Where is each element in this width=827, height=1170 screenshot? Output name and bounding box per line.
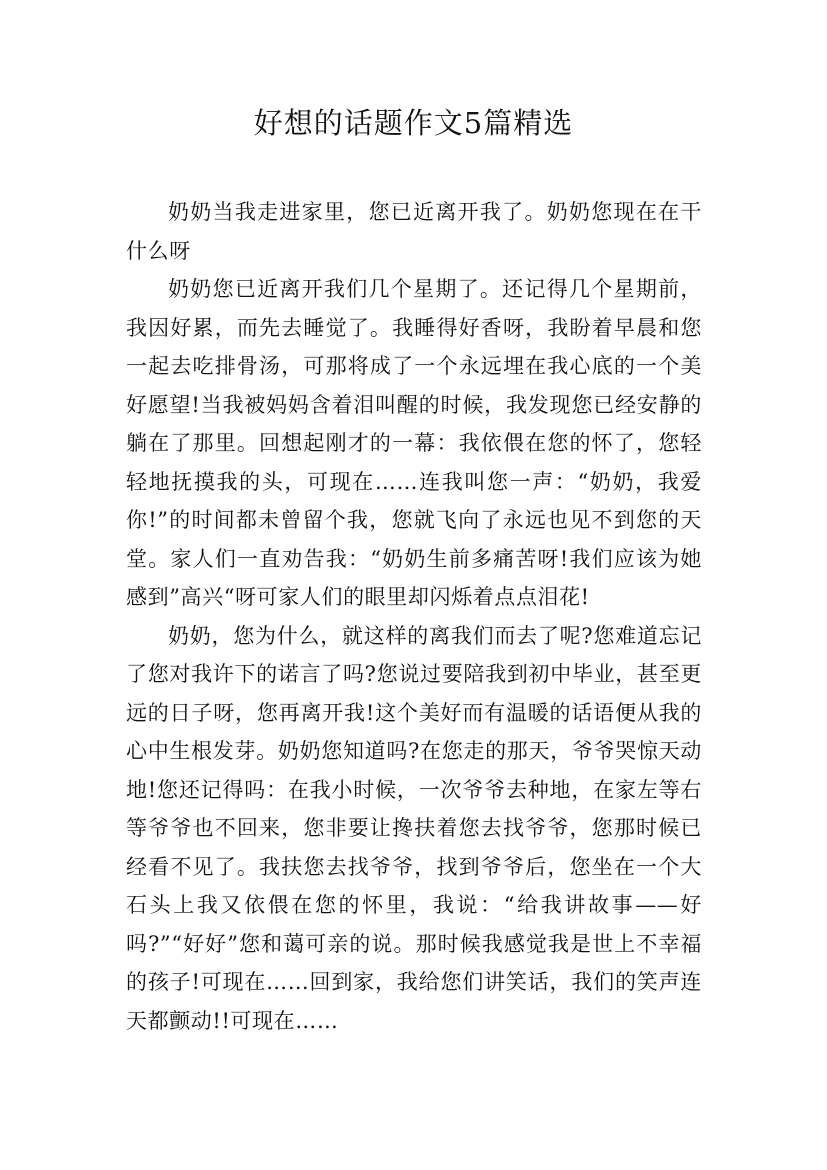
- paragraph: 奶奶，您为什么，就这样的离我们而去了呢?您难道忘记了您对我许下的诺言了吗?您说过要陪我到初中毕业，甚至更远的日子呀，您再离开我!这个美好而有温暖的话语便从我的心中生根发芽。奶奶您知道吗?在您走的那天，爷爷哭惊天动地!您还记得吗：在我小时候，一次爷爷去种地，在家左等右等爷爷也不回来，您非要让搀扶着您去找爷爷，您那时候已经看不见了。我扶您去找爷爷，找到爷爷后，您坐在一个大石头上我又依偎在您的怀里，我说：“给我讲故事——好吗?”“好好”您和蔼可亲的说。那时候我感觉我是世上不幸福的孩子!可现在……回到家，我给您们讲笑话，我们的笑声连天都颤动!!可现在……: [126, 623, 702, 1033]
- document-title: 好想的话题作文5篇精选: [253, 106, 574, 140]
- document-body: [126, 193, 702, 1040]
- paragraph: 奶奶当我走进家里，您已近离开我了。奶奶您现在在干什么呀: [126, 200, 702, 263]
- paragraph: 奶奶您已近离开我们几个星期了。还记得几个星期前，我因好累，而先去睡觉了。我睡得好香呀，我盼着早晨和您一起去吃排骨汤，可那将成了一个永远埋在我心底的一个美好愿望!当我被妈妈含着泪叫醒的时候，我发现您已经安静的躺在了那里。回想起刚才的一幕：我依偎在您的怀了，您轻轻地抚摸我的头，可现在……连我叫您一声：“奶奶，我爱你!”的时间都未曾留个我，您就飞向了永远也见不到您的天堂。家人们一直劝告我：“奶奶生前多痛苦呀!我们应该为她感到”高兴“呀可家人们的眼里却闪烁着点点泪花!: [126, 277, 702, 609]
